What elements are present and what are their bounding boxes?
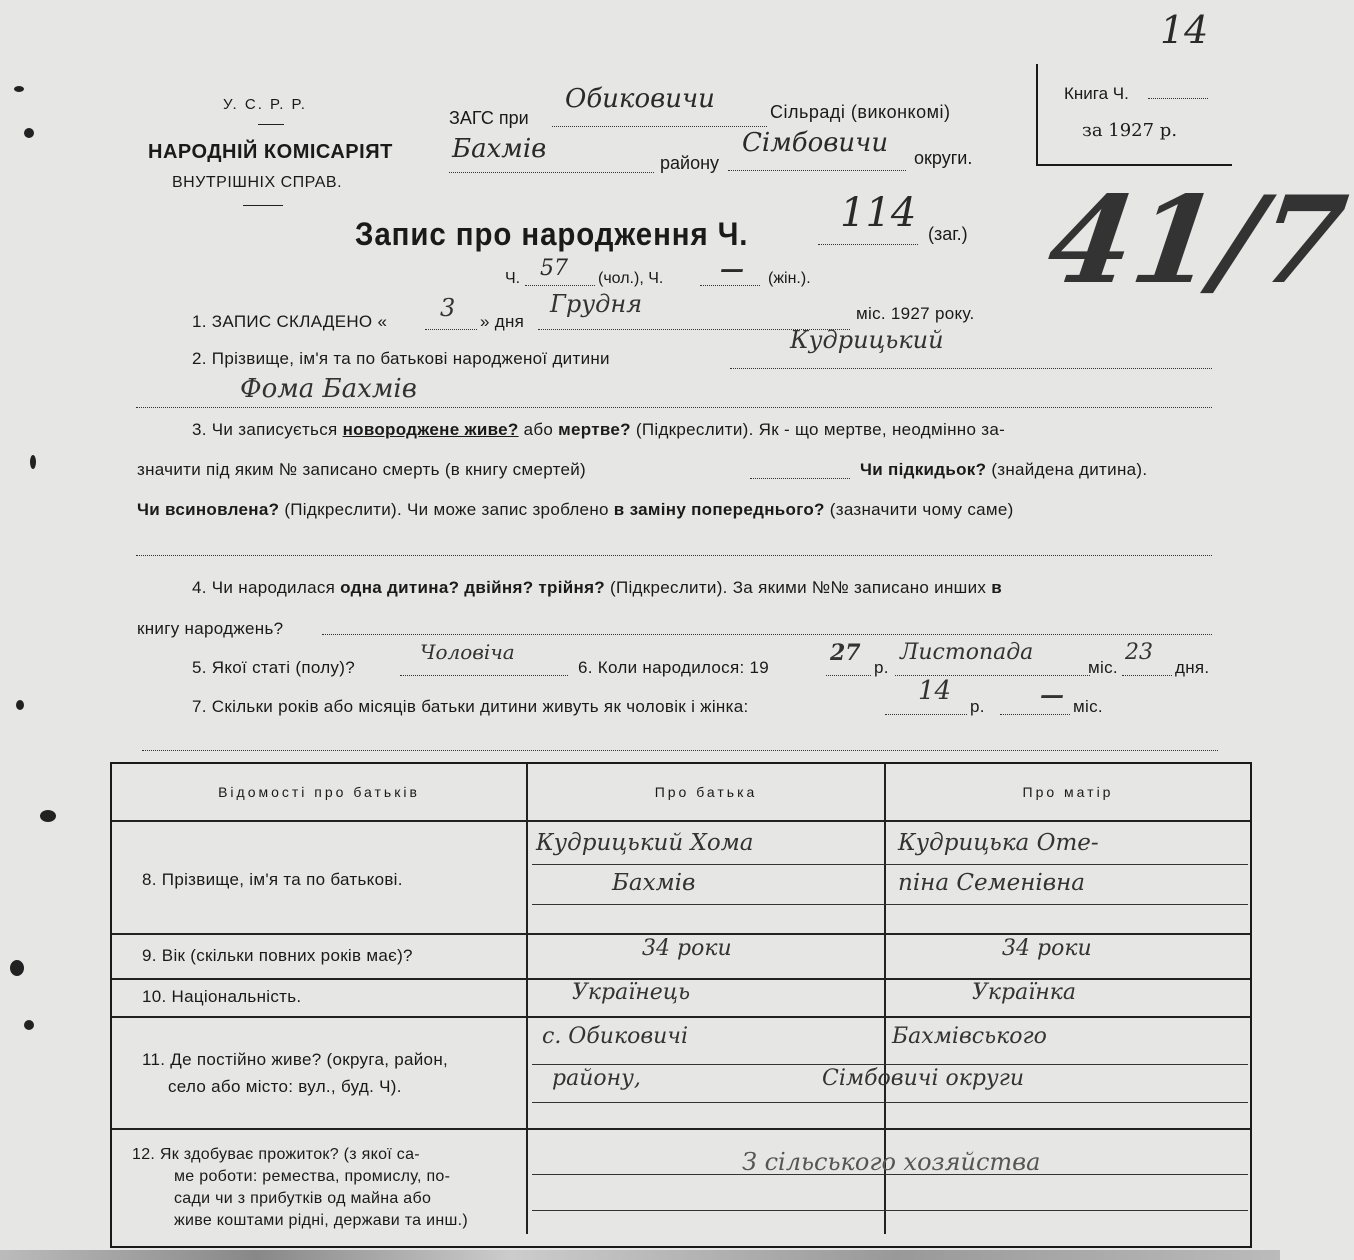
- ussr-label: У. С. Р. Р.: [223, 96, 307, 113]
- field-5-label: 5. Якої статі (полу)?: [192, 658, 355, 677]
- chol-label: (чол.), Ч.: [598, 270, 664, 287]
- punch-hole: [10, 960, 24, 976]
- month-suffix: міс.: [1088, 658, 1118, 677]
- mother-nationality-handwritten: Українка: [972, 980, 1077, 1005]
- mother-residence-handwritten: Сімбовичі округи: [822, 1066, 1024, 1091]
- text: в: [991, 578, 1003, 597]
- fill-line: [1148, 98, 1208, 99]
- row-12-label-3: сади чи з прибутків од майна або: [174, 1190, 432, 1207]
- row-9-label: 9. Вік (скільки повних років має)?: [142, 946, 413, 965]
- text: одна дитина? двійня? трійня?: [340, 578, 605, 597]
- guide-line: [532, 1210, 1248, 1211]
- parents-table: [110, 762, 1252, 1248]
- mother-age-handwritten: 34 роки: [1002, 936, 1092, 961]
- row-12-label-1: 12. Як здобуває прожиток? (з якої са-: [132, 1146, 420, 1163]
- father-residence-handwritten: району,: [552, 1066, 641, 1091]
- father-name-handwritten: Кудрицький Хома: [536, 830, 754, 856]
- field-6-label: 6. Коли народилося: 19: [578, 658, 770, 677]
- fill-line: [1122, 675, 1172, 676]
- livelihood-handwritten: З сільського хозяйства: [742, 1148, 1041, 1176]
- field-3-line-3: [137, 500, 1014, 520]
- year-suffix: р.: [874, 658, 889, 677]
- field-1-mid: » дня: [480, 312, 525, 331]
- month-handwritten: Грудня: [550, 290, 643, 318]
- ch-label: Ч.: [505, 270, 521, 287]
- text: значити під яким № записано смерть (в книгу смертей): [137, 460, 587, 479]
- page-bottom-edge: [0, 1250, 1280, 1260]
- sex-handwritten: Чоловіча: [420, 640, 515, 664]
- guide-line: [532, 1064, 1248, 1065]
- surname-handwritten: Кудрицький: [790, 326, 944, 354]
- year-handwritten: 27: [830, 640, 861, 666]
- row-divider: [112, 820, 1250, 822]
- village-handwritten: Обиковичи: [565, 84, 715, 114]
- fill-line: [750, 478, 850, 479]
- row-12-label-4: живе коштами рідні, держави та инш.): [174, 1212, 469, 1229]
- row-11-label-2: село або місто: вул., буд. Ч).: [168, 1077, 402, 1096]
- father-nationality-handwritten: Українець: [572, 980, 691, 1005]
- punch-hole: [24, 128, 34, 138]
- years-handwritten: 14: [918, 676, 952, 706]
- field-1-label: 1. ЗАПИС СКЛАДЕНО «: [192, 312, 388, 331]
- commissariat-label: НАРОДНІЙ КОМІСАРІЯТ: [148, 141, 393, 163]
- birth-day-handwritten: 23: [1125, 640, 1153, 665]
- field-1-suffix: міс. 1927 року.: [856, 304, 975, 323]
- page-title: Запис про народження Ч.: [355, 216, 749, 252]
- fill-line: [136, 555, 1212, 556]
- fill-line: [885, 714, 967, 715]
- text: (зазначити чому саме): [829, 500, 1014, 519]
- field-2-label: 2. Прізвище, ім'я та по батькові народженої дитини: [192, 349, 610, 368]
- rayonu-label: районy: [660, 153, 720, 173]
- guide-line: [532, 864, 1248, 865]
- fill-line: [1000, 714, 1070, 715]
- text: (Підкреслити). Як - що мертве, неодмінно за-: [635, 420, 1006, 439]
- col-divider: [526, 764, 528, 1234]
- fill-line: [826, 675, 871, 676]
- internal-affairs-label: ВНУТРІШНІХ СПРАВ.: [172, 174, 343, 191]
- guide-line: [532, 1102, 1248, 1103]
- zags-label: ЗАГС при: [449, 108, 529, 128]
- row-10-label: 10. Національність.: [142, 987, 302, 1006]
- field-4-line-2: книгу народжень?: [137, 619, 284, 638]
- punch-hole: [40, 810, 56, 822]
- fill-line: [525, 285, 595, 286]
- fill-line: [449, 172, 654, 173]
- day-suffix: дня.: [1175, 658, 1210, 677]
- text: (знайдена дитина).: [991, 460, 1148, 479]
- day-handwritten: 3: [440, 294, 456, 322]
- punch-hole: [30, 455, 36, 469]
- fill-line: [818, 244, 918, 245]
- guide-line: [532, 904, 1248, 905]
- fill-line: [552, 126, 767, 127]
- row-divider: [112, 1016, 1250, 1018]
- book-year: за 1927 р.: [1082, 120, 1178, 141]
- text: Чи всиновлена?: [137, 500, 280, 519]
- fill-line: [142, 750, 1218, 751]
- fill-line: [730, 368, 1212, 369]
- name-handwritten: Фома Бахмів: [240, 374, 417, 404]
- page-number-handwritten: 14: [1160, 8, 1209, 52]
- zhin-label: (жін.).: [768, 270, 811, 287]
- punch-hole: [24, 1020, 34, 1030]
- row-divider: [112, 933, 1250, 935]
- district-handwritten: Бахмів: [452, 134, 547, 164]
- punch-hole: [14, 86, 24, 92]
- fill-line: [728, 170, 906, 171]
- fill-line: [425, 329, 477, 330]
- field-7-label: 7. Скільки років або місяців батьки дитини живуть як чоловік і жінка:: [192, 697, 749, 716]
- mother-name-handwritten: піна Семенівна: [898, 870, 1085, 896]
- father-residence-handwritten: с. Обиковичі: [542, 1024, 689, 1049]
- divider: [243, 205, 283, 206]
- text: 3. Чи записується: [192, 420, 338, 439]
- fill-line: [700, 285, 760, 286]
- field-4-line-1: [192, 578, 1002, 598]
- row-divider: [112, 1128, 1250, 1130]
- book-label: Книга Ч.: [1064, 84, 1129, 103]
- fill-line: [136, 407, 1212, 408]
- birth-month-handwritten: Листопада: [900, 640, 1034, 665]
- book-box: [1036, 64, 1232, 166]
- years-suffix: р.: [970, 697, 985, 716]
- row-11-label-1: 11. Де постійно живе? (округа, район,: [142, 1050, 449, 1069]
- text: в заміну попереднього?: [613, 500, 825, 519]
- father-age-handwritten: 34 роки: [642, 936, 732, 961]
- col-header-father: Про батька: [654, 784, 758, 800]
- zag-label: (заг.): [928, 224, 968, 244]
- okrugi-label: округи.: [914, 148, 973, 168]
- female-count-handwritten: —: [720, 254, 744, 283]
- fill-line: [400, 675, 568, 676]
- text: або: [523, 420, 554, 439]
- text: 4. Чи народилася: [192, 578, 336, 597]
- okruga-handwritten: Сімбовичи: [742, 128, 889, 158]
- field-3-line-1: [192, 420, 1005, 440]
- field-3-line-2: [137, 460, 586, 480]
- mother-residence-handwritten: Бахмівського: [892, 1024, 1047, 1049]
- months-handwritten: —: [1040, 680, 1064, 709]
- punch-hole: [16, 700, 24, 710]
- text: мертве?: [558, 420, 631, 439]
- months-suffix: міс.: [1073, 697, 1103, 716]
- father-name-handwritten: Бахмів: [612, 870, 696, 896]
- text: новороджене живе?: [342, 420, 519, 439]
- row-12-label-2: ме роботи: ремества, промислу, по-: [174, 1168, 451, 1185]
- divider: [258, 124, 284, 125]
- col-header-mother: Про матір: [1022, 784, 1114, 800]
- row-8-label: 8. Прізвище, ім'я та по батькові.: [142, 870, 403, 889]
- mother-name-handwritten: Кудрицька Оте-: [898, 830, 1099, 856]
- silradi-label: Сільраді (виконкомі): [770, 102, 951, 122]
- fill-line: [322, 634, 1212, 635]
- male-count-handwritten: 57: [540, 256, 568, 281]
- text: (Підкреслити). Чи може запис зроблено: [284, 500, 609, 519]
- col-header-info: Відомості про батьків: [218, 784, 420, 800]
- text: Чи підкидьок?: [860, 460, 987, 479]
- text: (Підкреслити). За якими №№ записано инших: [610, 578, 987, 597]
- field-3-line-2b: [860, 460, 1147, 480]
- handwritten-mark: 41/7: [1040, 170, 1354, 311]
- record-number-handwritten: 114: [840, 190, 917, 236]
